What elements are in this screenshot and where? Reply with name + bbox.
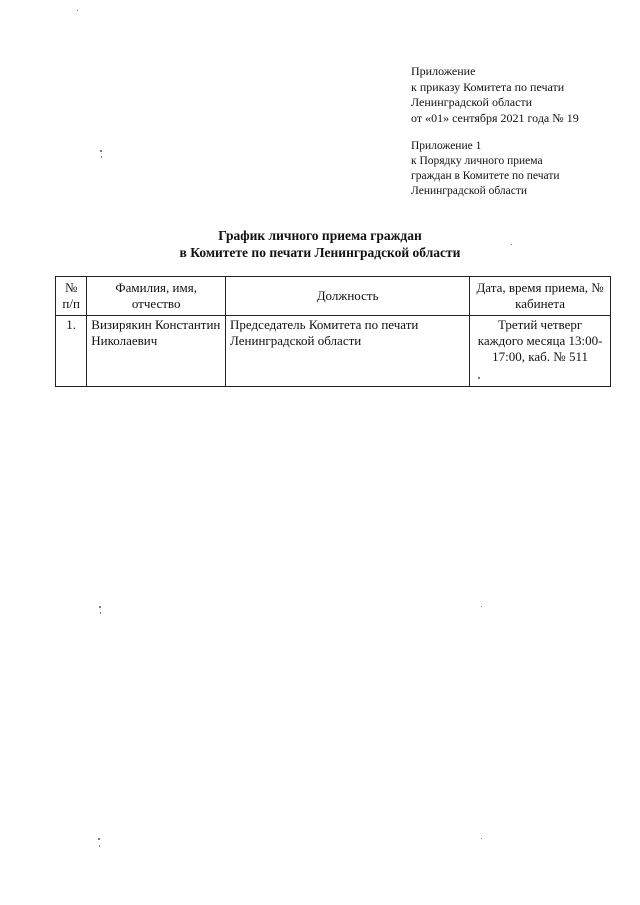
- table-row: [56, 316, 611, 387]
- header-position: Должность: [226, 277, 470, 316]
- scan-speck: [511, 244, 512, 245]
- scan-speck: [98, 838, 100, 840]
- scan-speck: [481, 606, 482, 607]
- appendix-order-block: [411, 64, 579, 126]
- reception-schedule-table: [55, 276, 611, 387]
- title-line-1: График личного приема граждан: [218, 228, 422, 243]
- appendix-procedure-line: граждан в Комитете по печати: [411, 170, 560, 182]
- appendix-procedure-line: Приложение 1: [411, 140, 482, 152]
- document-title: [0, 227, 640, 261]
- appendix-order-line: к приказу Комитета по печати: [411, 79, 565, 94]
- scan-speck: [99, 845, 100, 847]
- scan-speck: [100, 150, 102, 152]
- header-schedule: Дата, время приема, № кабинета: [470, 277, 611, 316]
- appendix-procedure-block: [411, 139, 560, 199]
- cell-schedule: Третий четверг каждого месяца 13:00-17:00, каб. № 511: [470, 316, 611, 387]
- title-line-2: в Комитете по печати Ленинградской области: [179, 245, 461, 260]
- cell-name: Визирякин Константин Николаевич: [87, 316, 226, 387]
- table-header-row: [56, 277, 611, 316]
- cell-position: Председатель Комитета по печати Ленинградской области: [226, 316, 470, 387]
- header-name: Фамилия, имя, отчество: [87, 277, 226, 316]
- scan-speck: [478, 377, 480, 379]
- scan-speck: [99, 606, 101, 608]
- scan-speck: [481, 838, 482, 839]
- appendix-order-line: Ленинградской области: [411, 95, 533, 109]
- appendix-procedure-line: Ленинградской области: [411, 185, 528, 197]
- cell-number: 1.: [56, 316, 87, 387]
- appendix-order-line: от «01» сентября 2021 года № 19: [411, 110, 579, 125]
- scan-speck: [77, 10, 78, 11]
- header-number: № п/п: [56, 277, 87, 316]
- scan-speck: [100, 612, 101, 614]
- scan-speck: [101, 156, 102, 158]
- appendix-procedure-line: к Порядку личного приема: [411, 155, 543, 167]
- appendix-order-line: Приложение: [411, 64, 476, 78]
